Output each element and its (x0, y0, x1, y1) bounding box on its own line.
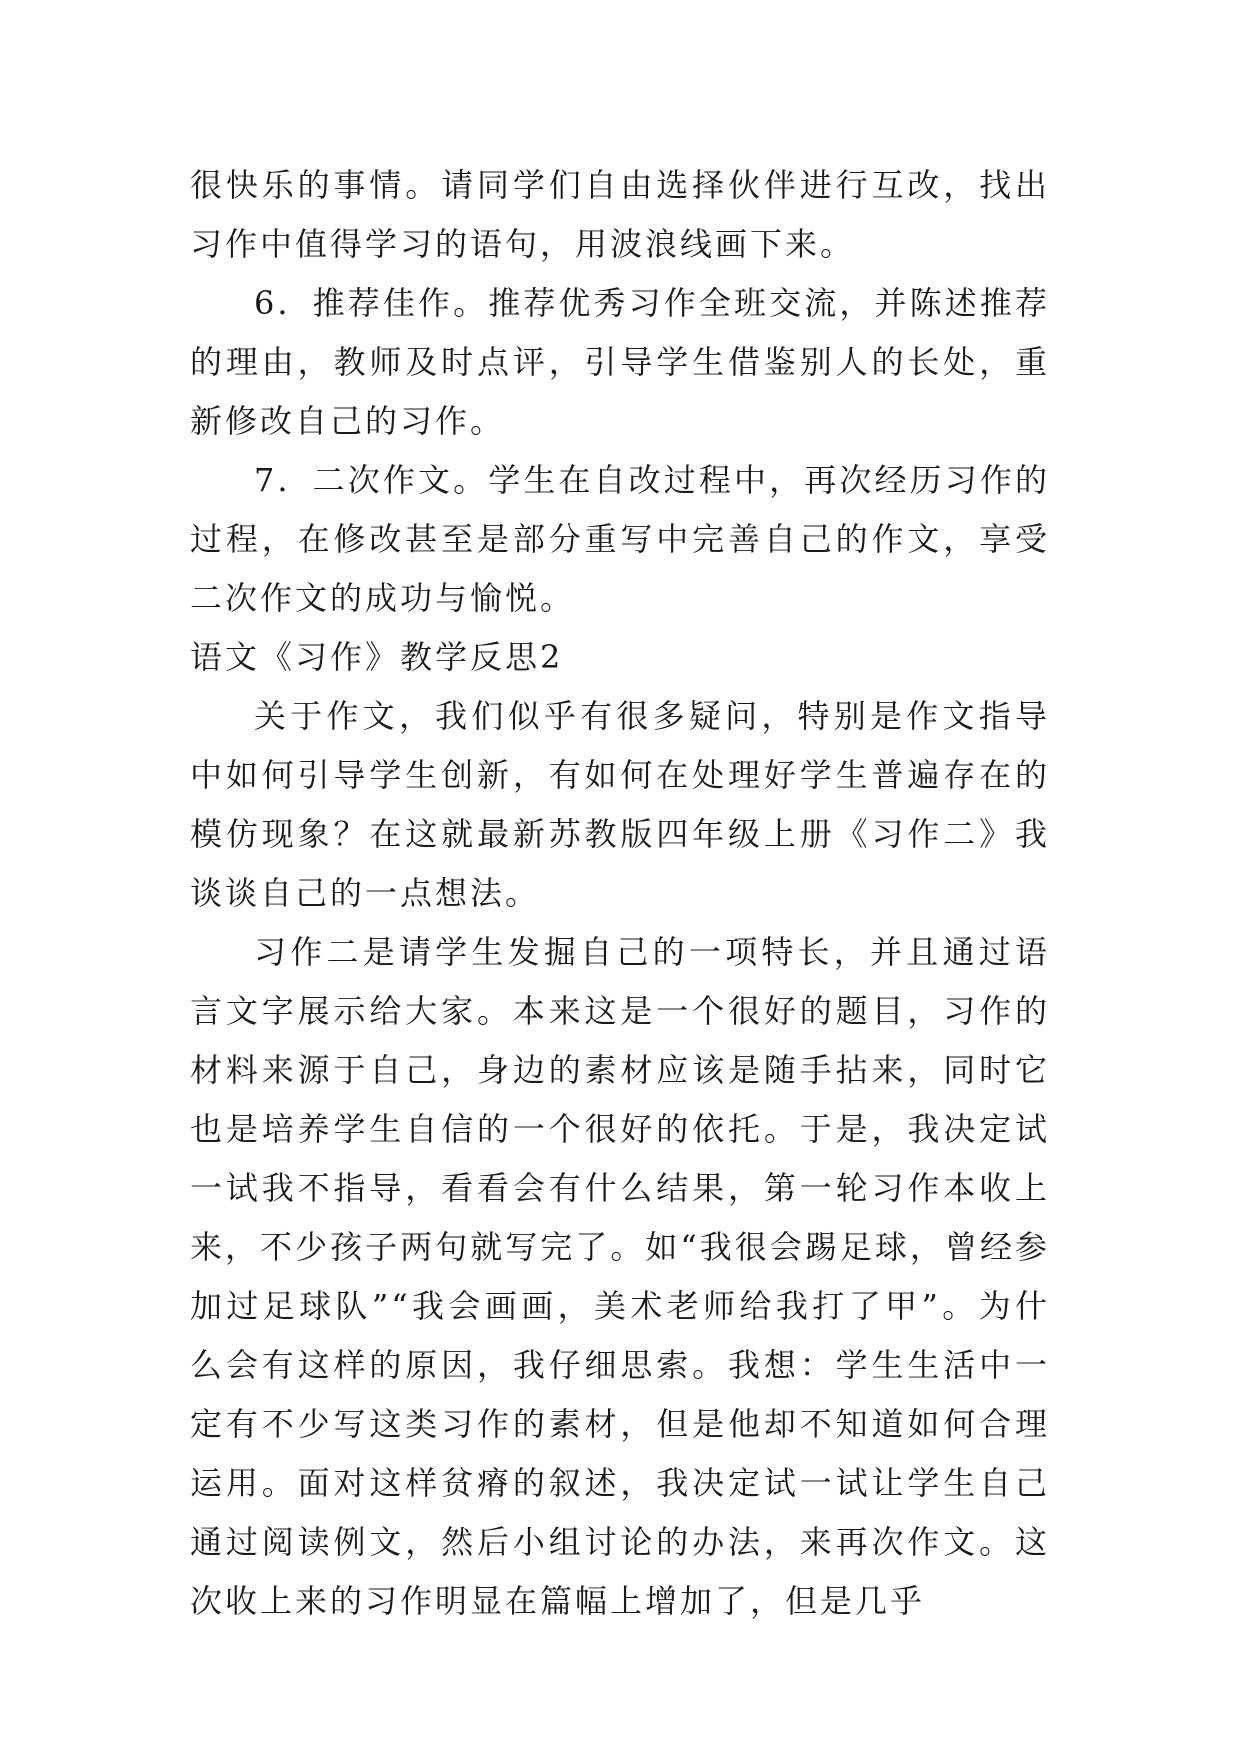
section-heading: 语文《习作》教学反思2 (190, 638, 564, 676)
paragraph-item-7: 7．二次作文。学生在自改过程中，再次经历习作的过程，在修改甚至是部分重写中完善自己的作文，享受二次作文的成功与愉悦。 (190, 461, 1050, 617)
paragraph-item-6: 6．推荐佳作。推荐优秀习作全班交流，并陈述推荐的理由，教师及时点评，引导学生借鉴别人的长处，重新修改自己的习作。 (190, 284, 1050, 440)
paragraph-reflection: 习作二是请学生发掘自己的一项特长，并且通过语言文字展示给大家。本来这是一个很好的题目，习作的材料来源于自己，身边的素材应该是随手拈来，同时它也是培养学生自信的一个很好的依托。于是，我决定试一试我不指导，看看会有什么结果，第一轮习作本收上来，不少孩子两句就写完了。如“我很会踢足球，曾经参加过足球队”“我会画画，美术老师给我打了甲”。为什么会有这样的原因，我仔细思索。我想：学生生活中一定有不少写这类习作的素材，但是他却不知道如何合理运用。面对这样贫瘠的叙述，我决定试一试让学生自己通过阅读例文，然后小组讨论的办法，来再次作文。这次收上来的习作明显在篇幅上增加了，但是几乎 (190, 933, 1050, 1620)
document-body (190, 156, 1050, 1631)
paragraph-intro: 关于作文，我们似乎有很多疑问，特别是作文指导中如何引导学生创新，有如何在处理好学生普遍存在的模仿现象？在这就最新苏教版四年级上册《习作二》我谈谈自己的一点想法。 (190, 697, 1050, 912)
paragraph-continuation: 很快乐的事情。请同学们自由选择伙伴进行互改，找出习作中值得学习的语句，用波浪线画下来。 (190, 166, 1050, 263)
